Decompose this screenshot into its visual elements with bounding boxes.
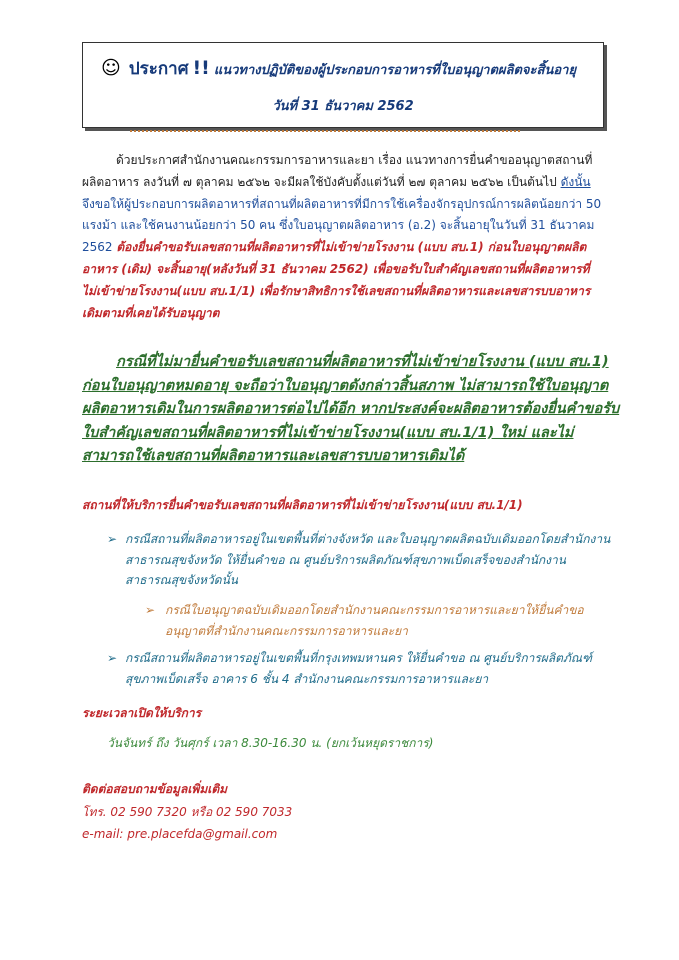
arrow-bullet-icon: ➢ — [107, 532, 118, 546]
warning-line-2: ก่อนใบอนุญาตหมดอายุ จะถือว่าใบอนุญาตดังกล่าวสิ้นสภาพ ไม่สามารถใช้ใบอนุญาตผลิตอาหารเดิมในการผลิตอาหารต่อไปได้อีก หากประสงค์จะผลิตอาหารต้องยื่นคำขอรับใบสำคัญเลขสถานที่ผลิตอาหารที่ไม่เข้าข่ายโรงงาน(แบบ สบ.1/1) ใหม่ และไม่สามารถใช้เลขสถานที่ผลิตอาหารและเลขสารบบอาหารเดิมได้ — [82, 377, 620, 464]
therefore-text: ดังนั้น — [560, 174, 591, 189]
contact-phone: โทร. 02 590 7320 หรือ 02 590 7033 — [82, 805, 293, 819]
bullet-fda-issued — [145, 600, 620, 641]
bullet-bangkok-text: กรณีสถานที่ผลิตอาหารอยู่ในเขตพื้นที่กรุงเทพมหานคร ให้ยื่นคำขอ ณ ศูนย์บริการผลิตภัณฑ์สุขภาพเบ็ดเสร็จ อาคาร 6 ชั้น 4 สำนักงานคณะกรรมการอาหารและยา — [125, 651, 592, 686]
announcement-date: วันที่ 31 ธันวาคม 2562 — [272, 99, 414, 114]
dotted-divider — [130, 130, 520, 132]
contact-email[interactable]: e-mail: pre.placefda@gmail.com — [82, 827, 278, 841]
contact-title: ติดต่อสอบถามข้อมูลเพิ่มเติม — [82, 782, 228, 796]
arrow-bullet-icon: ➢ — [107, 651, 118, 665]
intro-paragraph — [82, 150, 602, 324]
bullet-provincial — [107, 529, 627, 591]
exclamation-label: !! — [192, 57, 210, 79]
bullet-provincial-text: กรณีสถานที่ผลิตอาหารอยู่ในเขตพื้นที่ต่างจังหวัด และใบอนุญาตผลิตฉบับเดิมออกโดยสำนักงานสาธารณสุขจังหวัด ให้ยื่นคำขอ ณ ศูนย์บริการผลิตภัณฑ์สุขภาพเบ็ดเสร็จของสำนักงานสาธารณสุขจังหวัดนั้น — [125, 532, 611, 587]
service-places-title: สถานที่ให้บริการยื่นคำขอรับเลขสถานที่ผลิตอาหารที่ไม่เข้าข่ายโรงงาน(แบบ สบ.1/1) — [82, 498, 523, 512]
bullet-bangkok — [107, 648, 627, 689]
warning-paragraph — [82, 351, 622, 469]
title-line — [101, 55, 576, 82]
smiley-icon: ☺ — [101, 57, 121, 79]
service-hours-title: ระยะเวลาเปิดให้บริการ — [82, 706, 202, 720]
bullet-fda-issued-text: กรณีใบอนุญาตฉบับเดิมออกโดยสำนักงานคณะกรรมการอาหารและยาให้ยื่นคำขออนุญาตที่สำนักงานคณะกรรมการอาหารและยา — [165, 603, 584, 638]
service-hours-text: วันจันทร์ ถึง วันศุกร์ เวลา 8.30-16.30 น. (ยกเว้นหยุดราชการ) — [107, 736, 434, 750]
requirement-text: ต้องยื่นคำขอรับเลขสถานที่ผลิตอาหารที่ไม่เข้าข่ายโรงงาน (แบบ สบ.1) ก่อนใบอนุญาตผลิตอาหาร (เดิม) จะสิ้นอายุ(หลังวันที่ 31 ธันวาคม 2562) เพื่อขอรับใบสำคัญเลขสถานที่ผลิตอาหารที่ไม่เข้าข่ายโรงงาน(แบบ สบ.1/1) เพื่อรักษาสิทธิการใช้เลขสถานที่ผลิตอาหารและเลขสารบบอาหารเดิมตามที่เคยได้รับอนุญาต — [82, 240, 591, 320]
announcement-subtitle: แนวทางปฏิบัติของผู้ประกอบการอาหารที่ใบอนุญาตผลิตจะสิ้นอายุ — [213, 63, 577, 78]
warning-line-1: กรณีที่ไม่มายื่นคำขอรับเลขสถานที่ผลิตอาหารที่ไม่เข้าข่ายโรงงาน (แบบ สบ.1) — [116, 354, 609, 370]
arrow-bullet-icon: ➢ — [145, 603, 156, 617]
announce-label: ประกาศ — [128, 59, 189, 79]
intro-text: ด้วยประกาศสำนักงานคณะกรรมการอาหารและยา เรื่อง แนวทางการยื่นคำขออนุญาตสถานที่ผลิตอาหาร ลงวันที่ ๗ ตุลาคม ๒๕๖๒ จะมีผลใช้บังคับตั้งแต่วันที่ ๒๗ ตุลาคม ๒๕๖๒ เป็นต้นไป — [82, 153, 593, 189]
title-box — [82, 42, 604, 128]
target-operators-text: จึงขอให้ผู้ประกอบการผลิตอาหารที่สถานที่ผลิตอาหารที่มีการใช้เครื่องจักรอุปกรณ์การผลิตน้อยกว่า 50 แรงม้า และใช้คนงานน้อยกว่า 50 คน ซึ่งใบอนุญาตผลิตอาหาร (อ.2) จะสิ้นอายุในวันที่ 31 ธันวาคม 2562 — [82, 196, 602, 255]
